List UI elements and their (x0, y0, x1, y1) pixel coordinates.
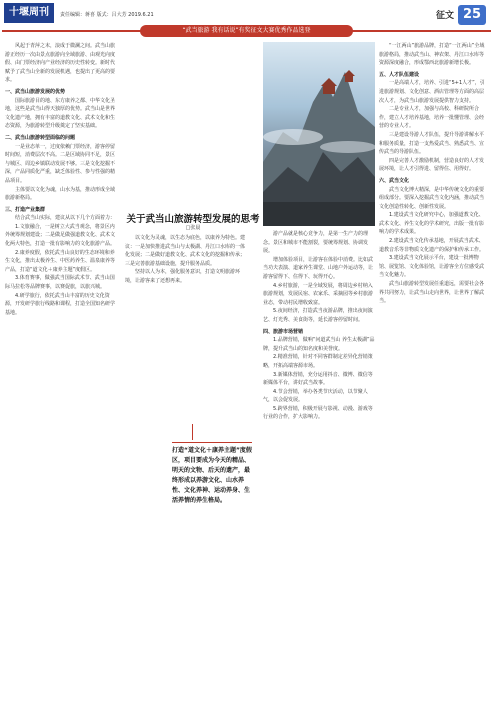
page-number: 25 (458, 5, 486, 25)
mountain-icon (263, 42, 375, 226)
pullquote-marker (192, 424, 193, 440)
paragraph: 风起于青萍之末，浪成于微澜之间。武当山旅游正经历一次由景点旅游向全域旅游、由观光向度假、由门票经济向产业经济的历史性转变。新时代赋予了武当山全新的发展机遇，也提出了更高的要求。 (5, 43, 116, 84)
section-heading: 四、旅游市场营销 (263, 328, 304, 335)
paragraph: 二是专业人才，加强与高校、科研院所合作，建立人才培养基地，培养一批懂管理、会经营的专业人才。 (379, 106, 485, 130)
paragraph: 4.节会营销，举办各类节庆活动，以节聚人气，以会促发展。 (263, 388, 368, 404)
column-3 (379, 42, 488, 698)
paragraph: 结合武当山实际，建议从以下几个方面着力： (15, 215, 116, 222)
paragraph: 游产品就是核心竞争力，是第一生产力的理念。景区和城市不能割裂，要统筹规划、协调发展。 (263, 231, 369, 255)
pullquote: 打造“道文化＋康养主题”度假区，项目要成为今天的精品、明天的文物、后天的遗产，最终形成以养游文化、山水养性、文化养神、运动养身、生活养情的养生格局。 (172, 442, 252, 506)
paragraph: 一是高端人才，培养、引进“5+1人才”，引进旅游规划、文化创意、酒店管理等方面的高层次人才，为武当山旅游发展提供智力支持。 (379, 80, 485, 104)
paragraph: 1.文旅融合，一是树立大武当观念，将景区内外统筹规划建设；二是做足做强道教文化、武术文化两大特色，打造一批有影响力的文化旅游产品。 (5, 223, 116, 248)
column-name: 征文 (436, 11, 455, 21)
section-heading: 三、打造产业集群 (5, 206, 46, 213)
paragraph: 5.跨界营销，积极开展与影视、动漫、游戏等行业的合作，扩大影响力。 (263, 405, 373, 421)
editor-meta: 责任编辑：蒋喜 版式：吕大芳 2019.6.21 (60, 12, 154, 18)
paragraph: 5.夜间经济，打造武当夜游品牌，推出夜间演艺、灯光秀、美食街等，延长游客停留时间。 (263, 308, 373, 323)
article-author: □张晨 (185, 225, 201, 231)
paragraph: 4.研学旅行，依托武当山丰富的历史文化资源，开发研学旅行线路和课程，打造全国知名研学基地。 (5, 292, 116, 316)
paragraph: 三是建设导游人才队伍，提升导游讲解水平和服务质量，打造一支热爱武当、熟悉武当、宣传武当的导游队伍。 (379, 131, 485, 156)
paragraph: 一是业态单一，过度依赖门票经济，游客停留时间短，消费层次不高。二是区域协同不足，景区与城区、周边乡镇联动发展不够。三是文化挖掘不深，产品同质化严重，缺乏体验性、参与性强的精品项目。 (5, 143, 116, 184)
paragraph: “一江两山”旅游品牌，打造“一江两山”全域旅游格局，推动武当山、神农架、丹江口水库等资源深度融合，形成鄂西北旅游新增长极。 (379, 43, 485, 67)
newspaper-logo: 十堰周刊 (4, 3, 54, 23)
paragraph: 2.康养度假，依托武当山良好的生态环境和养生文化，推出太极养生、中医药养生、温泉康养等产品，打造“道文化＋康养主题”度假区。 (5, 249, 116, 273)
paragraph: 坚持以人为本，强化服务意识，打造文明旅游环境，让游客来了还想再来。 (125, 269, 241, 284)
section-heading: 一、武当山旅游发展的优势 (5, 88, 66, 95)
paragraph: 1.品牌营销，做响“问道武当山 养生太极湖”品牌，提升武当山的知名度和美誉度。 (263, 337, 375, 352)
paragraph: 3.新媒体营销，充分运用抖音、微博、微信等新媒体平台，讲好武当故事。 (263, 371, 373, 387)
paragraph: 2.建设武当文化传承基地，开展武当武术、道教音乐等非物质文化遗产的保护和传承工作。 (379, 238, 485, 253)
paragraph: 3.建设武当文化展示平台，建设一批博物馆、展览馆、文化体验馆，让游客全方位感受武当文化魅力。 (379, 255, 485, 279)
column-2 (263, 230, 375, 698)
paragraph: 增加体验项目，让游客在体验中消费。比如武当功夫表演、道家养生课堂、山地户外运动等，让游客留得下、住得下、玩得开心。 (263, 256, 374, 280)
paragraph: 以文化为灵魂，以生态为底色，以康养为特色。建议：一是加快推进武当山与太极湖、丹江口水库的一体化发展；二是做好道教文化、武术文化的挖掘和传承；三是完善旅游基础设施，提升服务品质。 (125, 235, 246, 267)
paragraph: 4.乡村旅游，一是全域发展，将周边乡村纳入旅游规划，发展民宿、农家乐、采摘园等乡村旅游业态，带动村民增收致富。 (263, 282, 374, 306)
paragraph: 武当文化博大精深，是中华传统文化的重要组成部分。要深入挖掘武当文化内涵，推动武当文化创造性转化、创新性发展。 (379, 186, 485, 210)
wudang-mountain-photo (263, 42, 375, 226)
paragraph: 2.精准营销，针对不同客群制定差异化营销策略，开拓高端客源市场。 (263, 354, 373, 369)
contest-banner: “武当旅游 我有话说”有奖征文大赛优秀作品选登 (140, 25, 353, 37)
paragraph: 武当山旅游转型发展任重道远，需要社会各界共同努力，让武当山走向世界，让世界了解武当。 (379, 281, 485, 305)
section-heading: 二、武当山旅游转型面临的问题 (5, 134, 76, 141)
article-title: 关于武当山旅游转型发展的思考 (126, 214, 260, 225)
paragraph: 3.体育赛事，做强武当国际武术节、武当山国际马拉松等品牌赛事，以赛促旅，以旅兴城。 (5, 275, 115, 291)
section-heading: 五、人才队伍建设 (379, 71, 420, 78)
column-1 (5, 42, 119, 698)
paragraph: 国际旅游目的地、东方康养之都、中华文化圣地，这些是武当山得天独厚的优势。武当山是世界文化遗产地，拥有丰富的道教文化、武术文化和生态资源，为旅游转型升级奠定了坚实基础。 (5, 97, 116, 130)
paragraph: 四是完善人才激励机制，营造良好的人才发展环境，让人才引得进、留得住、用得好。 (379, 157, 485, 173)
section-heading: 六、武当文化 (379, 177, 410, 184)
paragraph: 1.建设武当文化研究中心，加强道教文化、武术文化、养生文化的学术研究，出版一批有影响力的学术成果。 (379, 212, 485, 236)
paragraph: 主体要以文化为魂，山水为基，推动形成全域旅游新格局。 (5, 186, 116, 202)
